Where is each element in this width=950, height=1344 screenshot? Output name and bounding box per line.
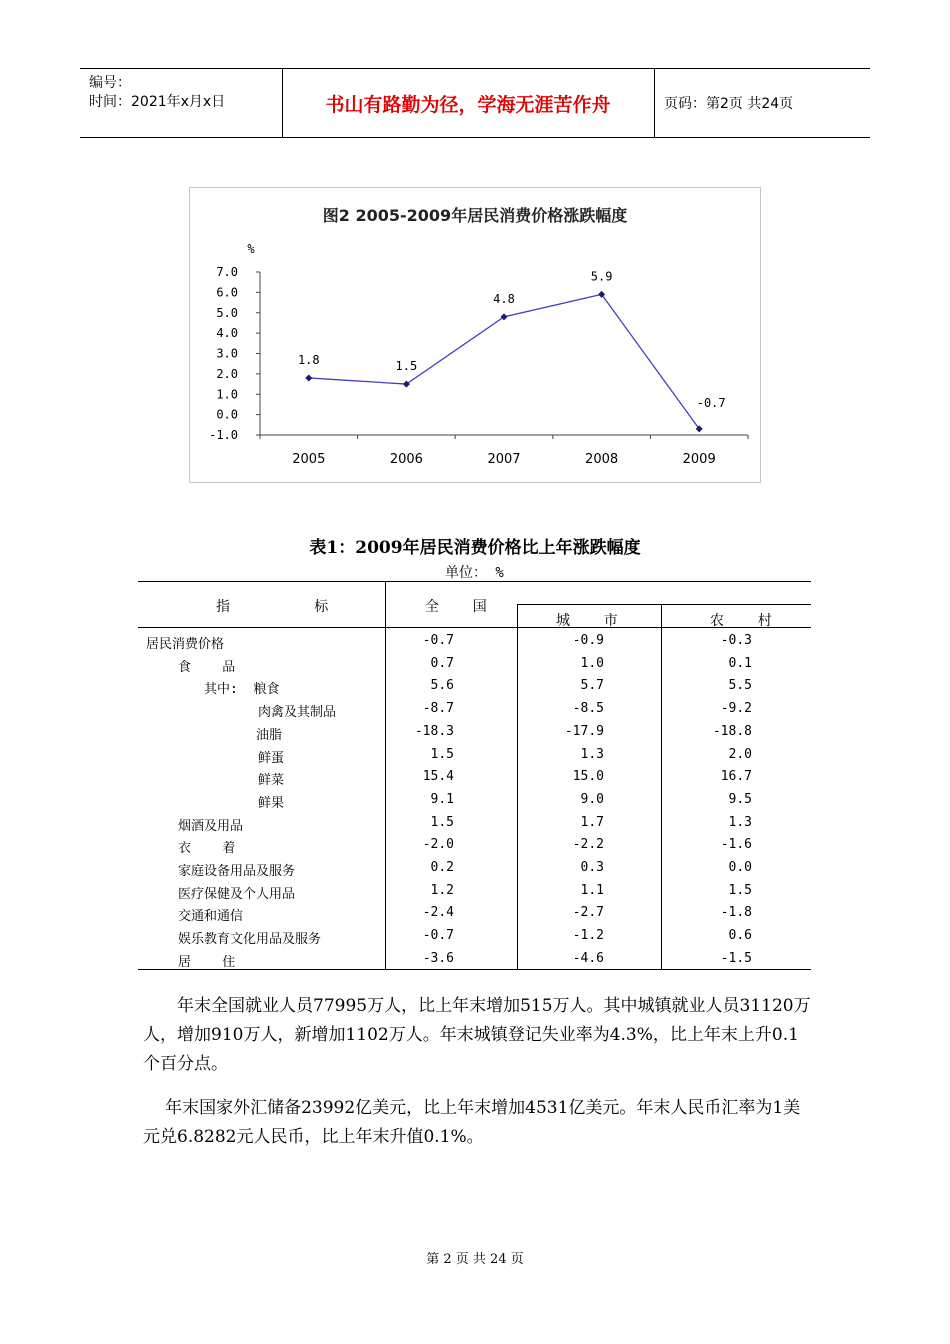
row-label: 烟酒及用品	[178, 818, 244, 834]
data-label: -0.7	[696, 395, 726, 410]
table-row	[138, 767, 811, 789]
table-row	[138, 676, 811, 698]
data-label: 1.8	[297, 352, 320, 367]
header-national: 全 国	[425, 599, 487, 615]
data-label: 5.9	[590, 269, 613, 284]
table-row	[138, 903, 811, 925]
cpi-line-chart	[189, 187, 761, 483]
cell-rural: 2.0	[728, 746, 752, 762]
y-tick-label: 0.0	[216, 407, 238, 422]
y-tick-label: 3.0	[216, 346, 238, 361]
y-tick-label: 1.0	[216, 387, 238, 402]
table-row	[138, 813, 811, 835]
row-label: 食 品	[178, 659, 236, 675]
row-label: 居 住	[178, 954, 236, 970]
row-label: 衣 着	[178, 841, 236, 857]
cell-rural: 0.6	[728, 928, 752, 944]
x-tick-label: 2006	[389, 452, 423, 467]
cell-city: 0.3	[580, 860, 604, 875]
cell-city: -0.9	[572, 633, 604, 648]
cell-national: 9.1	[430, 791, 454, 807]
cell-rural: 1.5	[728, 882, 752, 898]
cell-city: 1.7	[580, 814, 604, 830]
cell-city: 1.1	[580, 882, 604, 898]
cell-national: 0.7	[430, 655, 454, 671]
cell-city: 5.7	[580, 678, 604, 694]
header-meta-cell	[80, 69, 283, 137]
chart-canvas	[190, 188, 760, 482]
row-label: 交通和通信	[178, 909, 244, 925]
cell-rural: 1.3	[728, 814, 752, 830]
y-tick-label: 4.0	[216, 326, 238, 341]
doc-number-label: 编号：	[89, 75, 131, 91]
header-rural: 农 村	[710, 613, 772, 629]
cell-national: 1.2	[430, 882, 454, 898]
cell-rural: -1.8	[720, 905, 752, 921]
cell-city: 9.0	[580, 791, 604, 807]
document-header	[80, 68, 870, 138]
table-row	[138, 926, 811, 948]
cell-national: -2.0	[422, 837, 454, 853]
cell-national: -2.4	[422, 905, 454, 921]
row-label: 医疗保健及个人用品	[178, 886, 296, 902]
x-tick-label: 2005	[292, 452, 326, 467]
header-motto: 书山有路勤为径，学海无涯苦作舟	[282, 69, 655, 137]
table-row	[138, 949, 811, 971]
page-footer: 第 2 页 共 24 页	[426, 1252, 524, 1267]
row-label: 其中: 粮食	[204, 682, 280, 698]
cell-rural: 5.5	[728, 678, 752, 694]
cell-national: -18.3	[414, 723, 454, 739]
row-label: 鲜蛋	[258, 750, 285, 766]
table-row	[138, 722, 811, 744]
table-row	[138, 631, 811, 653]
cell-city: -2.2	[572, 837, 604, 853]
cell-rural: 16.7	[720, 769, 752, 785]
row-label: 居民消费价格	[146, 637, 225, 652]
paragraph-employment: 年末全国就业人员77995万人，比上年末增加515万人。其中城镇就业人员31120万人，增加910万人，新增加1102万人。年末城镇登记失业率为4.3%，比上年末上升0.1个百分点。	[143, 996, 811, 1074]
cell-national: -0.7	[422, 633, 454, 648]
header-page-info: 页码：第2页 共24页	[664, 96, 794, 112]
y-tick-label: 7.0	[216, 265, 238, 279]
cell-rural: -18.8	[712, 723, 752, 739]
table-row	[138, 699, 811, 721]
cell-city: -4.6	[572, 950, 604, 966]
chart-y-unit: %	[247, 242, 255, 256]
cell-national: 1.5	[430, 814, 454, 830]
row-label: 娱乐教育文化用品及服务	[178, 932, 322, 948]
x-tick-label: 2008	[585, 452, 619, 467]
cell-rural: -1.5	[720, 950, 752, 966]
header-indicator: 指 标	[216, 599, 329, 615]
data-label: 1.5	[395, 359, 418, 374]
cell-national: 1.5	[430, 746, 454, 762]
cell-rural: -9.2	[720, 701, 752, 717]
cell-city: -1.2	[572, 928, 604, 944]
row-label: 油脂	[256, 727, 283, 743]
cell-rural: -0.3	[720, 633, 752, 648]
cell-city: 1.3	[580, 746, 604, 762]
row-label: 鲜果	[258, 795, 285, 811]
doc-time-label: 时间：2021年x月x日	[89, 94, 226, 110]
cell-city: -2.7	[572, 905, 604, 921]
x-tick-label: 2007	[487, 452, 521, 467]
table-row	[138, 881, 811, 903]
table-row	[138, 654, 811, 676]
cell-rural: 0.1	[728, 655, 752, 671]
cell-national: 15.4	[422, 769, 454, 785]
cell-rural: -1.6	[720, 837, 752, 853]
chart-title: 图2 2005-2009年居民消费价格涨跌幅度	[322, 206, 628, 225]
row-label: 家庭设备用品及服务	[178, 864, 296, 879]
table-row	[138, 835, 811, 857]
y-tick-label: 2.0	[216, 366, 238, 381]
table-subheader-line	[517, 604, 811, 605]
cell-city: 15.0	[572, 769, 604, 785]
data-point	[305, 374, 312, 381]
x-tick-label: 2009	[682, 452, 716, 467]
table-title: 表1：2009年居民消费价格比上年涨跌幅度	[309, 538, 641, 558]
cell-national: -3.6	[422, 950, 454, 966]
row-label: 肉禽及其制品	[258, 705, 337, 721]
cell-city: -17.9	[564, 723, 604, 739]
cell-rural: 9.5	[728, 791, 752, 807]
paragraph-forex: 年末国家外汇储备23992亿美元，比上年末增加4531亿美元。年末人民币汇率为1美元兑6.8282元人民币，比上年末升值0.1%。	[143, 1098, 801, 1147]
y-tick-label: 5.0	[216, 305, 238, 320]
cell-national: 0.2	[430, 860, 454, 875]
table-row	[138, 858, 811, 880]
table-row	[138, 790, 811, 812]
y-tick-label: -1.0	[209, 428, 238, 442]
cell-city: 1.0	[580, 655, 604, 671]
row-label: 鲜菜	[258, 773, 285, 789]
cell-rural: 0.0	[728, 860, 752, 875]
header-city: 城 市	[556, 613, 618, 629]
table-unit: 单位： %	[445, 565, 504, 581]
cell-national: -0.7	[422, 928, 454, 944]
cell-city: -8.5	[572, 701, 604, 717]
cell-national: 5.6	[430, 678, 454, 694]
data-label: 4.8	[493, 291, 515, 306]
cpi-table	[138, 581, 811, 970]
y-tick-label: 6.0	[216, 285, 238, 300]
cell-national: -8.7	[422, 701, 454, 717]
table-row	[138, 745, 811, 767]
